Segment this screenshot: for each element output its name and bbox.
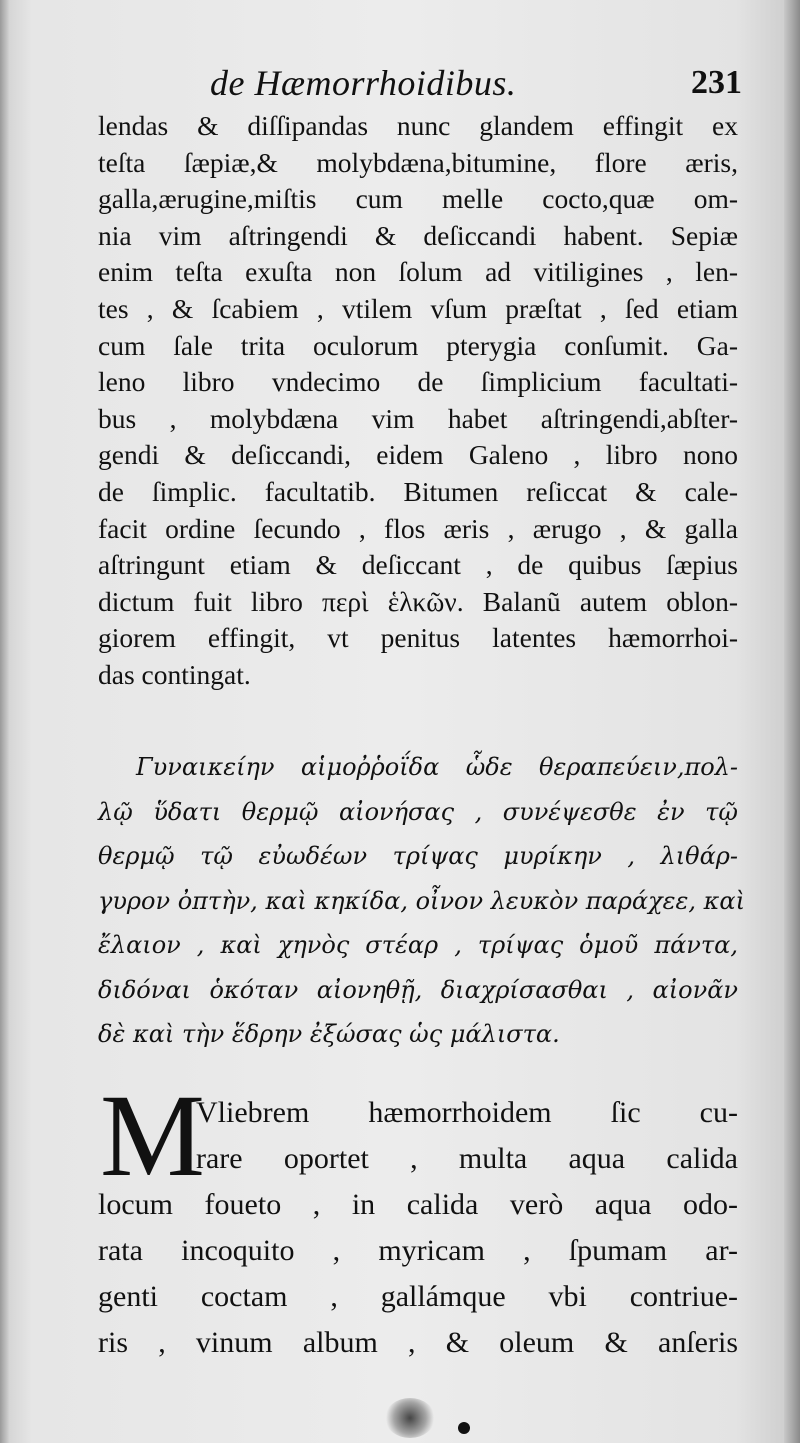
greek-line: θερμῷ τῷ εὐωδέων τρίψας μυρίκην , λιθάρ- (98, 842, 738, 870)
text-line: locum foueto , in calida verò aqua odo- (98, 1188, 738, 1221)
greek-line: ἔλαιον , καὶ χηνὸς στέαρ , τρίψας ὁμοῦ πάντα, (98, 931, 738, 959)
text-line: bus , molybdæna vim habet aſtringendi,abſter- (98, 402, 738, 434)
ink-smudge (385, 1398, 435, 1438)
text-line: cum ſale trita oculorum pterygia conſumit. Ga- (98, 329, 738, 361)
greek-line: δὲ καὶ τὴν ἕδρην ἐξώσας ὡς μάλιστα. (98, 1020, 560, 1048)
drop-cap-initial: M (100, 1070, 203, 1201)
text-line: dictum fuit libro περὶ ἑλκῶν. Balanũ autem oblon- (98, 585, 738, 617)
greek-line: γυρον ὀπτὴν, καὶ κηκίδα, οἶνον λευκὸν παράχεε, καὶ (98, 886, 746, 915)
text-line: aſtringunt etiam & deſiccant , de quibus ſæpius (98, 549, 738, 581)
ink-dot (458, 1422, 470, 1434)
text-line: lendas & diſſipandas nunc glandem effingit ex (98, 110, 738, 141)
page-header (210, 62, 750, 106)
text-line: enim teſta exuſta non ſolum ad vitiligines , len- (98, 256, 738, 288)
text-line: gendi & deſiccandi, eidem Galeno , libro nono (98, 439, 738, 471)
running-title: de Hæmorrhoidibus. (210, 63, 517, 103)
greek-line: διδόναι ὁκόταν αἰονηθῇ, διαχρίσασθαι , αἰονᾶν (98, 975, 738, 1004)
text-line: leno libro vndecimo de ſimplicium facultati- (98, 366, 738, 398)
greek-line: λῷ ὕδατι θερμῷ αἰονήσας , συνέψεσθε ἐν τῷ (98, 797, 738, 826)
text-line: teſta ſæpiæ,& molybdæna,bitumine, flore æris, (98, 146, 738, 178)
text-line: giorem effingit, vt penitus latentes hæmorrhoi- (98, 622, 738, 654)
text-line: de ſimplic. facultatib. Bitumen reſiccat & cale- (98, 475, 738, 507)
text-line: genti coctam , gallámque vbi contriue- (98, 1280, 738, 1313)
text-line: galla,ærugine,miſtis cum melle cocto,quæ om- (98, 183, 738, 215)
page-gutter-shadow (0, 0, 10, 1443)
latin-paragraph-1 (98, 108, 738, 694)
page-number: 231 (691, 64, 742, 101)
text-line: rata incoquito , myricam , ſpumam ar- (98, 1234, 738, 1267)
text-line: ris , vinum album , & oleum & anſeris (98, 1326, 738, 1359)
latin-paragraph-2 (98, 1070, 738, 1366)
greek-line: Γυναικείην αἱμοῤῥοΐδα ὧδε θεραπεύειν,πολ- (136, 753, 738, 781)
text-line: das contingat. (98, 658, 251, 690)
greek-passage (98, 745, 746, 1057)
text-line: rare oportet , multa aqua calida (196, 1142, 738, 1175)
text-line: tes , & ſcabiem , vtilem vſum præſtat , ſed etiam (98, 292, 738, 324)
page-edge-shadow (784, 0, 800, 1443)
text-line: facit ordine ſecundo , flos æris , ærugo , & galla (98, 512, 738, 544)
text-line: Vliebrem hæmorrhoidem ſic cu- (196, 1096, 738, 1129)
text-line: nia vim aſtringendi & deſiccandi habent. Sepiæ (98, 219, 738, 251)
